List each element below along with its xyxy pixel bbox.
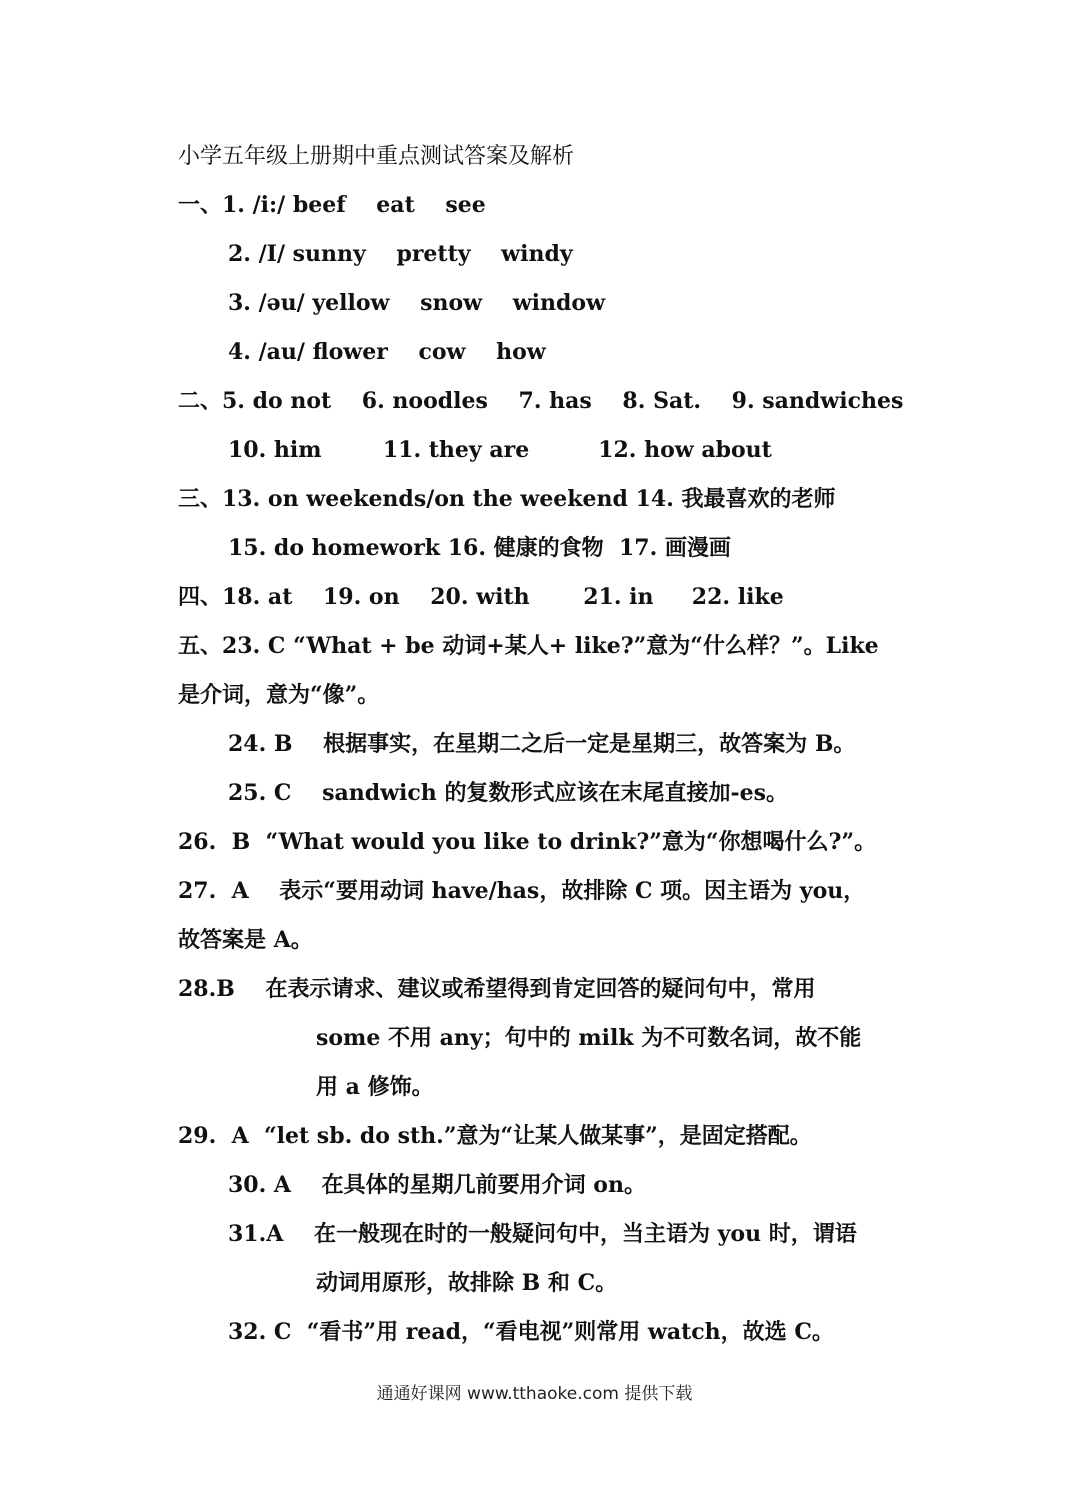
document-title: 小学五年级上册期中重点测试答案及解析 bbox=[178, 144, 575, 169]
answer-line: 28.B 在表示请求、建议或希望得到肯定回答的疑问句中，常用 bbox=[178, 976, 816, 1002]
answer-line: 26. B “What would you like to drink?”意为“你想喝什么?”。 bbox=[178, 829, 877, 855]
answer-line: 4. /au/ flower cow how bbox=[228, 339, 546, 365]
answer-line: 四、18. at 19. on 20. with 21. in 22. like bbox=[178, 584, 784, 610]
answer-line: 故答案是 A。 bbox=[178, 927, 313, 953]
answer-line: 动词用原形，故排除 B 和 C。 bbox=[316, 1270, 618, 1296]
answer-line: 27. A 表示“要用动词 have/has，故排除 C 项。因主语为 you， bbox=[178, 878, 866, 904]
answer-line: 是介词，意为“像”。 bbox=[178, 682, 380, 708]
answer-line: 10. him 11. they are 12. how about bbox=[228, 437, 772, 463]
answer-line: 31.A 在一般现在时的一般疑问句中，当主语为 you 时，谓语 bbox=[228, 1221, 857, 1247]
answer-line: 2. /I/ sunny pretty windy bbox=[228, 241, 573, 267]
answer-line: 25. C sandwich 的复数形式应该在末尾直接加-es。 bbox=[228, 780, 788, 806]
answer-line: 三、13. on weekends/on the weekend 14. 我最喜欢的老师 bbox=[178, 486, 836, 512]
answer-line: 32. C “看书”用 read，“看电视”则常用 watch，故选 C。 bbox=[228, 1319, 834, 1345]
answer-line: some 不用 any；句中的 milk 为不可数名词，故不能 bbox=[316, 1025, 862, 1051]
answer-line: 五、23. C “What + be 动词+某人+ like?”意为“什么样？”。Like bbox=[178, 633, 879, 659]
answer-line: 用 a 修饰。 bbox=[316, 1074, 434, 1100]
answer-line: 30. A 在具体的星期几前要用介词 on。 bbox=[228, 1172, 646, 1198]
answer-line: 15. do homework 16. 健康的食物 17. 画漫画 bbox=[228, 535, 731, 561]
answer-line: 3. /əu/ yellow snow window bbox=[228, 290, 606, 316]
footer-text: 通通好课网 www.tthaoke.com 提供下载 bbox=[376, 1384, 693, 1404]
answer-line: 24. B 根据事实，在星期二之后一定是星期三，故答案为 B。 bbox=[228, 731, 856, 757]
answer-line: 二、5. do not 6. noodles 7. has 8. Sat. 9. sandwiches bbox=[178, 388, 904, 414]
answer-line: 29. A “let sb. do sth.”意为“让某人做某事”，是固定搭配。 bbox=[178, 1123, 812, 1149]
answer-line: 一、1. /i:/ beef eat see bbox=[178, 192, 486, 218]
